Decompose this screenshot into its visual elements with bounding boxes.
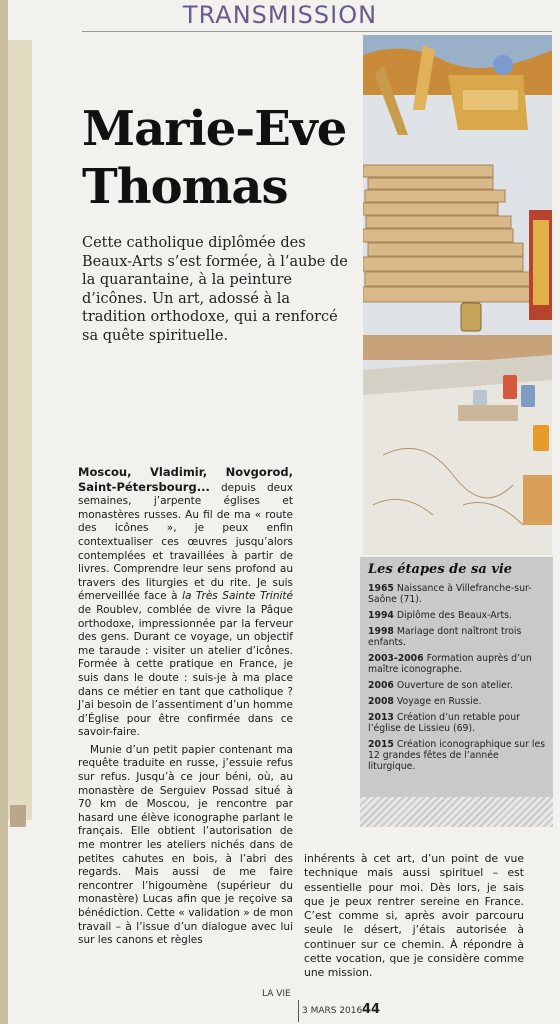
section-header: TRANSMISSION (182, 1, 378, 29)
timeline-list (368, 583, 548, 777)
workshop-photo (363, 35, 552, 555)
timeline-text: Naissance à Villefranche-sur-Saône (71). (368, 583, 532, 605)
body-paragraph-3: inhérents à cet art, d’un point de vue technique mais aussi spirituel – est essentielle pour moi. Dès lors, je sais que je peux rentrer sereine en France. C’est comme si, après avoir parcouru seule le désert, j’étais autorisée à continuer sur ce chemin. À répondre à cette vocation, que je considère comme une mission. (304, 852, 524, 980)
page-tab (10, 805, 26, 827)
timeline-text: Voyage en Russie. (396, 696, 482, 707)
footer-date: 3 MARS 2016 (302, 1006, 363, 1016)
title-line-1: Marie-Eve (82, 101, 347, 157)
timeline-year: 2015 (368, 739, 394, 750)
timeline-year: 2006 (368, 680, 394, 691)
body-column-1 (78, 466, 293, 952)
timeline-text: Diplôme des Beaux-Arts. (396, 610, 512, 621)
timeline-item (368, 680, 548, 691)
page-margin (8, 40, 32, 820)
page-edge (0, 0, 8, 1024)
timeline-box (360, 557, 553, 797)
timeline-year: 2003-2006 (368, 653, 424, 664)
footer-magazine: LA VIE (262, 989, 291, 999)
timeline-text: Création iconographique sur les 12 grandes fêtes de l’année liturgique. (368, 739, 546, 772)
timeline-hatch (360, 797, 553, 827)
timeline-item (368, 610, 548, 621)
body-p1-end: de Roublev, comblée de vivre la Pâque orthodoxe, impressionnée par la ferveur des gens. Durant ce voyage, un objectif me taraude : visiter un atelier d’icônes. Formée à cette pratique en France, je suis dans le doute : suis-je à ma place dans ce métier en tant que catholique ? J’ai besoin de l’assentiment d’un homme d’Église pour être confirmée dans ce savoir-faire. (78, 603, 293, 739)
timeline-item (368, 739, 548, 772)
timeline-text: Création d’un retable pour l’église de Lissieu (69). (368, 712, 520, 734)
article-title (82, 100, 362, 216)
timeline-year: 1994 (368, 610, 394, 621)
body-paragraph-1 (78, 466, 293, 740)
timeline-title: Les étapes de sa vie (368, 562, 513, 577)
body-paragraph-2: Munie d’un petit papier contenant ma requête traduite en russe, j’essuie refus sur refus. Jusqu’à ce jour béni, où, au monastère de Serguiev Possad situé à 70 km de Moscou, je rencontre par hasard une élève iconographe parlant le français. Elle obtient l’autorisation de me montrer les ateliers nichés dans de petites cahutes en bois, à l’abri des regards. Mais aussi de me faire rencontrer l’higoumène (supérieur du monastère) Lucas afin que je reçoive sa bénédiction. Cette « validation » de mon travail – à l’issue d’un dialogue avec lui sur les canons et règles (78, 743, 293, 947)
body-p1-text: depuis deux semaines, j’arpente églises et monastères russes. Au fil de ma « route des icônes », je peux enfin contextualiser ces œuvres jusqu’alors contemplées et travaillées à partir de livres. Comprendre leur sens profond au travers des liturgies et du rite. Je suis émerveillée face à (78, 481, 293, 603)
title-line-2: Thomas (82, 159, 288, 215)
timeline-year: 1965 (368, 583, 394, 594)
timeline-text: Ouverture de son atelier. (396, 680, 513, 691)
timeline-text: Formation auprès d’un maître iconographe. (368, 653, 532, 675)
timeline-year: 1998 (368, 626, 394, 637)
article-intro: Cette catholique diplômée des Beaux-Arts s’est formée, à l’aube de la quarantaine, à la peinture d’icônes. Un art, adossé à la tradition orthodoxe, qui a renforcé sa quête spirituelle. (82, 235, 348, 344)
timeline-item (368, 696, 548, 707)
timeline-item (368, 583, 548, 605)
timeline-year: 2008 (368, 696, 394, 707)
timeline-item (368, 653, 548, 675)
footer-rule (298, 1000, 299, 1022)
timeline-item (368, 626, 548, 648)
body-p1-italic: la Très Sainte Trinité (182, 590, 293, 603)
workshop-photo-illustration (363, 35, 552, 555)
timeline-text: Mariage dont naîtront trois enfants. (368, 626, 522, 648)
timeline-year: 2013 (368, 712, 394, 723)
page-number: 44 (362, 1002, 381, 1017)
header-rule (82, 31, 552, 32)
body-column-2 (304, 852, 524, 981)
body-lead: Moscou, Vladimir, Novgorod, Saint-Pétersbourg... (78, 465, 293, 494)
timeline-item (368, 712, 548, 734)
